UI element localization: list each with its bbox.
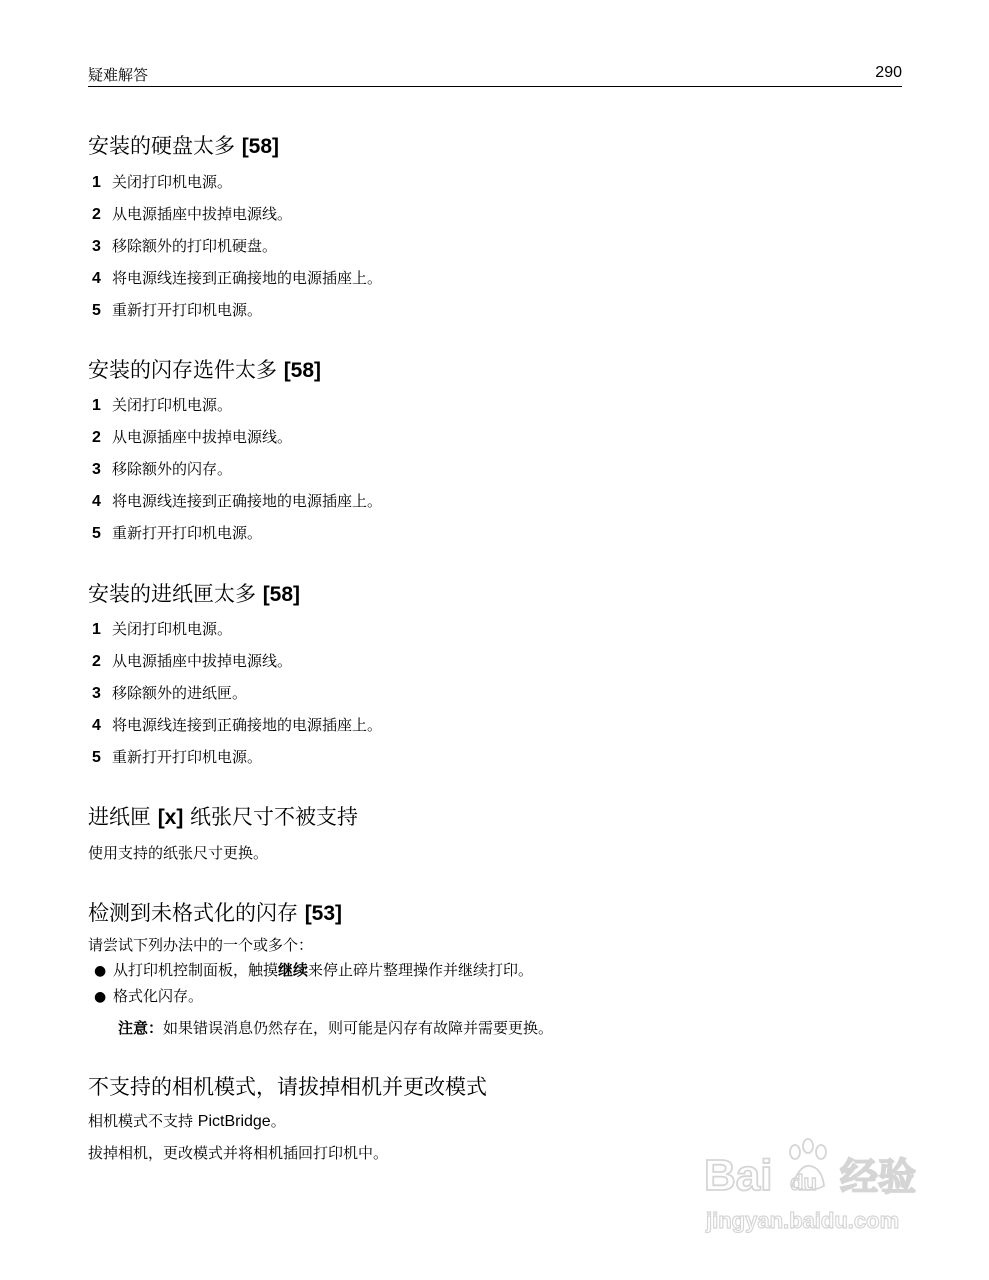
step-text: 将电源线连接到正确接地的电源插座上。 [112,716,383,734]
intro-text: 请尝试下列办法中的一个或多个： [88,936,314,954]
step-number: 3 [92,238,101,255]
step-item [92,714,382,735]
step-number: 5 [92,302,101,319]
bullet-item [94,959,533,980]
brand-name: PictBridge [197,1113,271,1130]
step-item [92,746,262,767]
step-item [92,267,382,288]
note [118,1017,553,1038]
step-number: 5 [92,525,101,542]
body-text-part: 。 [270,1112,286,1130]
section-heading-unformatted-flash [88,897,342,927]
bullet-text: 格式化闪存。 [113,987,204,1005]
step-text: 从电源插座中拔掉电源线。 [112,652,293,670]
step-item [92,235,277,256]
section-heading-tray-paper-size [88,801,358,831]
step-item [92,618,232,639]
step-number: 4 [92,270,101,287]
step-item [92,682,247,703]
section-heading-flash-options [88,354,321,384]
note-text: 如果错误消息仍然存在，则可能是闪存有故障并需要更换。 [163,1019,554,1037]
step-item [92,490,382,511]
heading-text: 检测到未格式化的闪存 [88,901,305,925]
heading-text: 安装的硬盘太多 [88,134,242,158]
step-number: 2 [92,429,101,446]
heading-text: 安装的闪存选件太多 [88,358,284,382]
step-text: 移除额外的闪存。 [112,460,233,478]
page-number: 290 [875,64,902,81]
heading-text: 安装的进纸匣太多 [88,582,263,606]
step-text: 移除额外的打印机硬盘。 [112,237,278,255]
step-number: 3 [92,685,101,702]
body-text [88,1110,286,1131]
continue-keyword: 继续 [278,961,309,979]
step-text: 关闭打印机电源。 [112,396,233,414]
step-item [92,171,232,192]
step-number: 4 [92,717,101,734]
step-item [92,426,292,447]
watermark-brand2: du [790,1170,817,1195]
watermark-cn: 经验 [840,1155,917,1199]
step-number: 4 [92,493,101,510]
bullet-text: 来停止碎片整理操作并继续打印。 [308,961,534,979]
header-section-title: 疑难解答 [88,66,149,84]
bullet-item [94,985,203,1006]
step-item [92,522,262,543]
error-code: [53] [304,902,343,925]
step-text: 将电源线连接到正确接地的电源插座上。 [112,269,383,287]
body-text-part: 相机模式不支持 [88,1112,198,1130]
section-heading-camera-mode: 不支持的相机模式，请拔掉相机并更改模式 [88,1075,487,1099]
section-heading-trays [88,578,300,608]
body-text: 拔掉相机，更改模式并将相机插回打印机中。 [88,1144,389,1162]
step-text: 从电源插座中拔掉电源线。 [112,428,293,446]
step-item [92,203,292,224]
step-text: 关闭打印机电源。 [112,173,233,191]
bullet-icon: ● [94,963,107,979]
bullet-icon: ● [94,989,107,1005]
step-number: 3 [92,461,101,478]
body-text: 使用支持的纸张尺寸更换。 [88,844,269,862]
step-text: 将电源线连接到正确接地的电源插座上。 [112,492,383,510]
watermark-brand: Bai [704,1151,773,1200]
step-item [92,299,262,320]
step-item [92,650,292,671]
step-number: 1 [92,397,101,414]
error-code: [58] [283,359,322,382]
baidu-jingyan-watermark [700,1128,940,1238]
bullet-text: 从打印机控制面板，触摸 [113,961,279,979]
section-heading-hard-disks [88,130,279,160]
step-number: 1 [92,174,101,191]
error-code: [58] [262,583,301,606]
step-item [92,394,232,415]
step-text: 重新打开打印机电源。 [112,301,263,319]
error-code: [58] [241,135,280,158]
watermark-url: jingyan.baidu.com [706,1208,900,1233]
step-text: 从电源插座中拔掉电源线。 [112,205,293,223]
note-label: 注意： [118,1019,164,1037]
heading-text: 纸张尺寸不被支持 [183,805,359,829]
step-number: 1 [92,621,101,638]
step-number: 2 [92,206,101,223]
step-text: 关闭打印机电源。 [112,620,233,638]
step-text: 重新打开打印机电源。 [112,524,263,542]
step-text: 重新打开打印机电源。 [112,748,263,766]
step-number: 5 [92,749,101,766]
page-header [88,62,902,87]
heading-text: 进纸匣 [88,805,158,829]
tray-code: [x] [157,806,184,829]
step-number: 2 [92,653,101,670]
step-item [92,458,232,479]
step-text: 移除额外的进纸匣。 [112,684,248,702]
